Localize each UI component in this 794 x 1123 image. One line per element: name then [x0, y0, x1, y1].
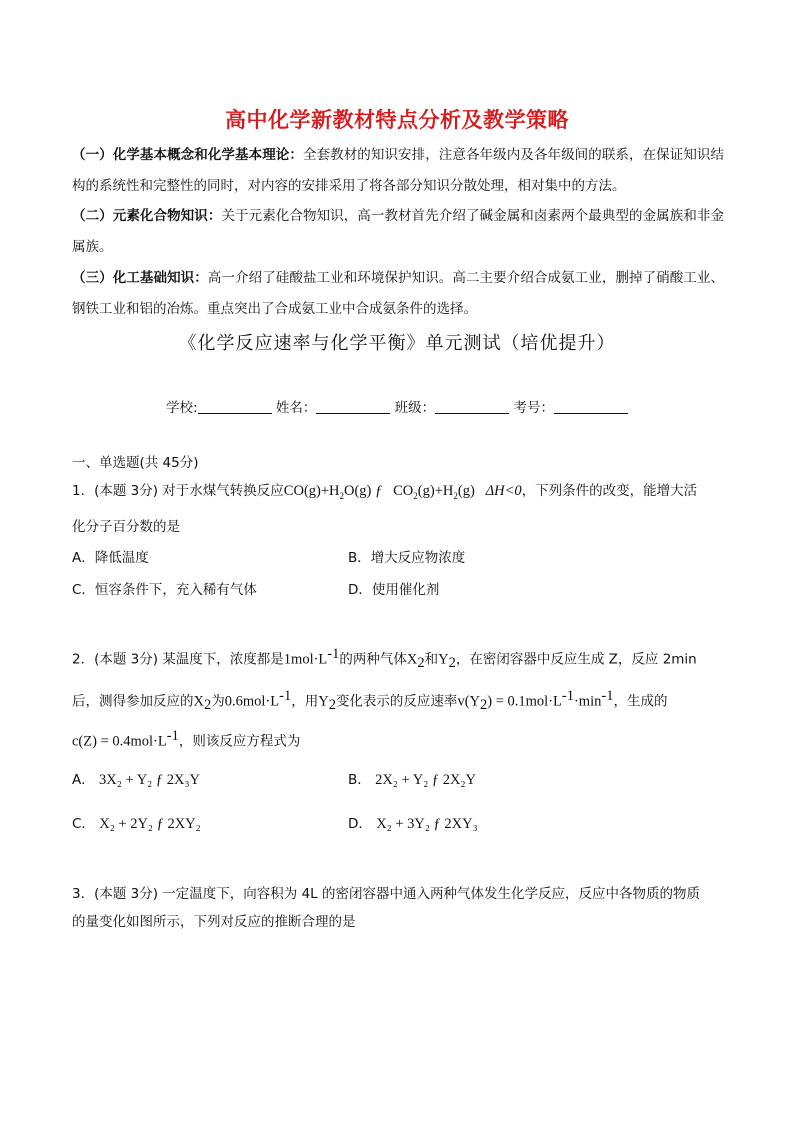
intro-text-3: 高一介绍了硅酸盐工业和环境保护知识。高二主要介绍合成氨工业，删掉了硝酸工业、钢铁工业和铝的冶炼。重点突出了合成氨工业中合成氨条件的选择。 — [72, 270, 725, 317]
intro-text-2: 关于元素化合物知识，高一教材首先介绍了碱金属和卤素两个最典型的金属族和非金属族。 — [72, 208, 725, 255]
student-info-line — [0, 396, 794, 416]
q1-equation: $CO(g)+H_2O(g)$ ƒ $CO_2(g)+H_2(g)$ ΔH<0 — [283, 483, 522, 501]
question-3-line-2: 的量变化如图所示，下列对反应的推断合理的是 — [72, 914, 356, 930]
number-label: 考号： — [513, 400, 554, 416]
q2-option-a[interactable]: A． 3X₂ + Y₂ ƒ 2X₃Y — [72, 772, 200, 788]
equilibrium-arrow-icon: ƒ — [375, 483, 383, 499]
intro-paragraph-1 — [72, 140, 724, 202]
name-label: 姓名： — [275, 400, 317, 416]
name-field[interactable] — [316, 399, 390, 414]
section-title: 一、单选题(共 45分) — [72, 455, 199, 471]
intro-text-1: 全套教材的知识安排，注意各年级内及各年级间的联系，在保证知识结构的系统性和完整性的同时，对内容的安排采用了将各部分知识分散处理，相对集中的方法。 — [72, 147, 725, 194]
intro-paragraph-2 — [72, 201, 724, 263]
intro-label-3: （三）化工基础知识： — [72, 270, 208, 286]
question-1-line-1 — [72, 479, 697, 501]
q1-option-d[interactable]: D．使用催化剂 — [348, 582, 440, 598]
q1-suffix: ，下列条件的改变，能增大活 — [521, 483, 698, 499]
question-2-line-3: $c(Z) = 0.4mol\cdot L^{-1}$，则该反应方程式为 — [72, 728, 301, 750]
question-2-line-2: 后，测得参加反应的$X_2$为$0.6mol\cdot L^{-1}$，用$Y_2$变化表示的反应速率$v(Y_2) = 0.1mol\cdot L^{-1}\cdot\min^{-1}$，生成的 — [72, 688, 668, 714]
school-label: 学校: — [166, 400, 198, 416]
q1-option-b[interactable]: B．增大反应物浓度 — [348, 550, 466, 566]
q1-delta-h: ΔH<0 — [485, 483, 522, 499]
unit-test-title: 《化学反应速率与化学平衡》单元测试（培优提升） — [178, 333, 616, 354]
document-title: 高中化学新教材特点分析及教学策略 — [225, 108, 569, 132]
q2-option-d[interactable]: D． X₂ + 3Y₂ ƒ 2XY₃ — [348, 816, 478, 832]
intro-paragraph-3 — [72, 263, 724, 325]
q1-prefix: 1．(本题 3分) 对于水煤气转换反应 — [72, 483, 284, 499]
question-2-line-1: 2．(本题 3分) 某温度下，浓度都是$1mol\cdot L^{-1}$的两种气体$X_2$和$Y_2$，在密闭容器中反应生成 Z，反应 2min — [72, 646, 697, 672]
q1-option-a[interactable]: A．降低温度 — [72, 550, 149, 566]
school-field[interactable] — [198, 399, 272, 414]
intro-label-2: （二）元素化合物知识： — [72, 208, 222, 224]
question-1-line-2: 化分子百分数的是 — [72, 519, 180, 535]
question-3-line-1: 3．(本题 3分) 一定温度下，向容积为 4L 的密闭容器中通入两种气体发生化学反应，反应中各物质的物质 — [72, 886, 700, 902]
q2-option-c[interactable]: C． X₂ + 2Y₂ ƒ 2XY₂ — [72, 816, 201, 832]
number-field[interactable] — [554, 399, 628, 414]
intro-label-1: （一）化学基本概念和化学基本理论： — [72, 147, 303, 163]
q2-option-b[interactable]: B． 2X₂ + Y₂ ƒ 2X₂Y — [348, 772, 477, 788]
class-field[interactable] — [435, 399, 509, 414]
class-label: 班级： — [394, 400, 436, 416]
q1-option-c[interactable]: C．恒容条件下，充入稀有气体 — [72, 582, 257, 598]
